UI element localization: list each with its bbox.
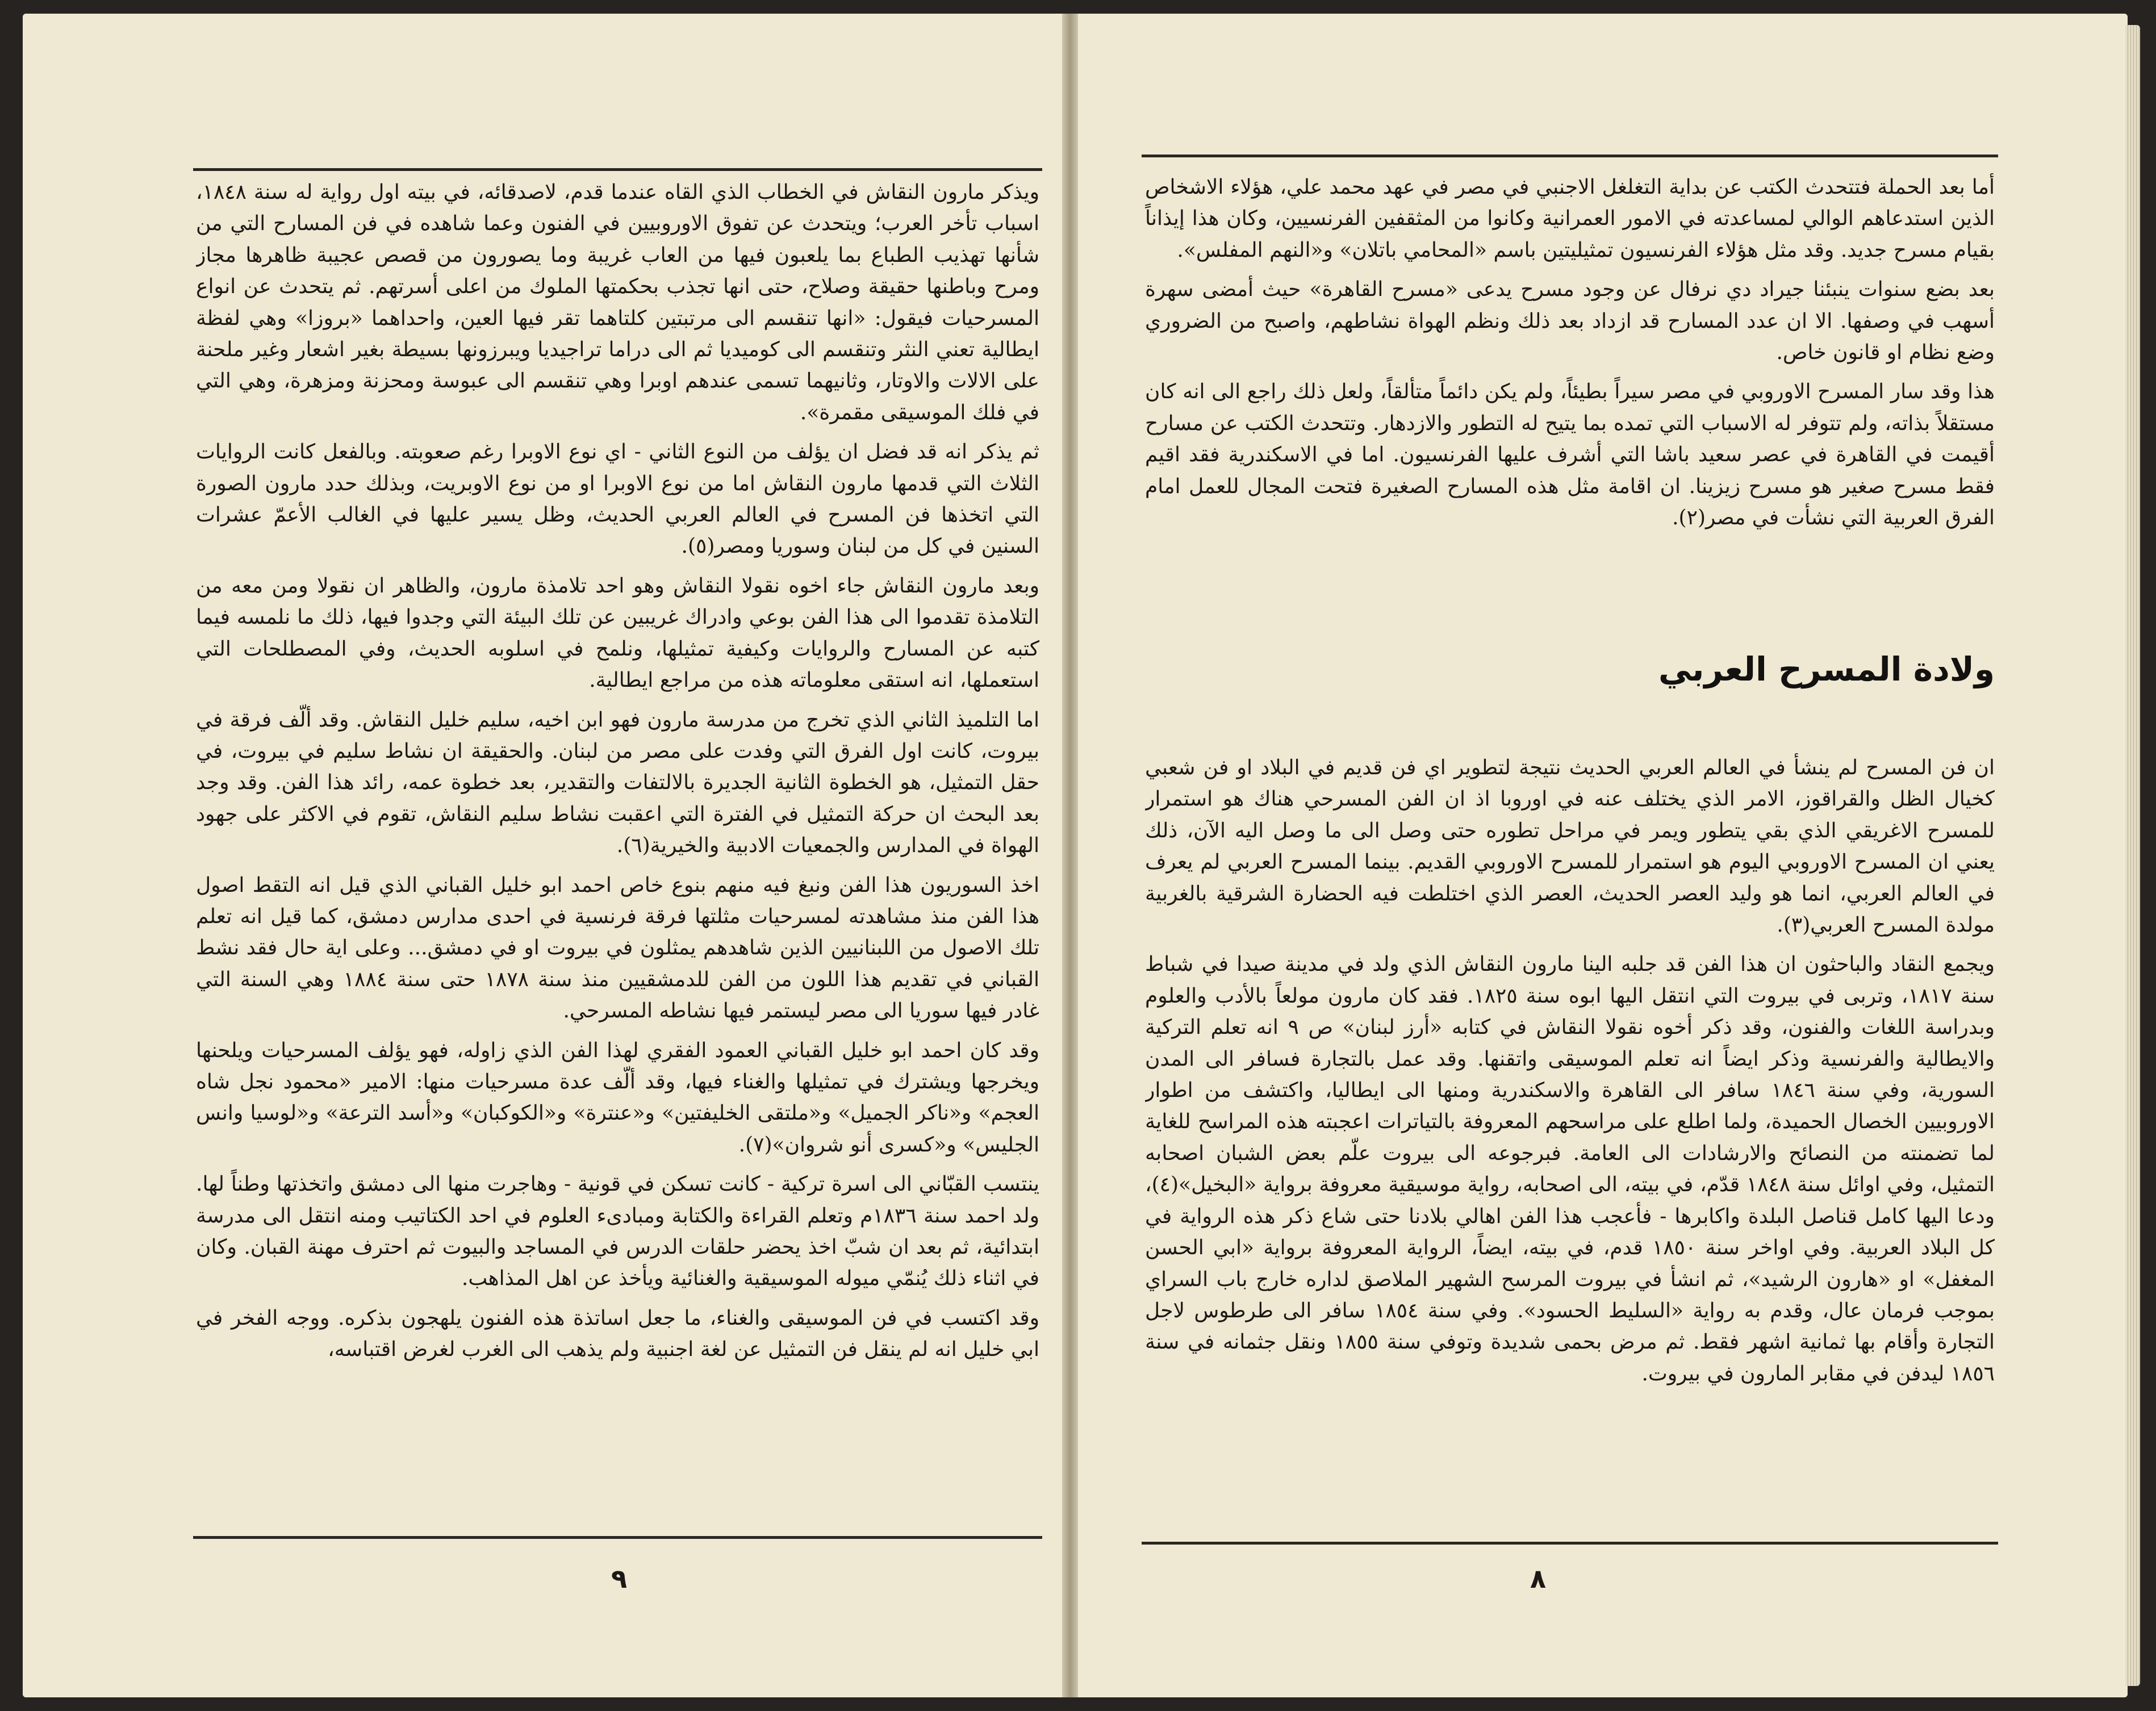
paragraph: وقد كان احمد ابو خليل القباني العمود الفقري لهذا الفن الذي زاوله، فهو يؤلف المسرحيات ويلحنها ويخرجها ويشترك في تمثيلها والغناء فيها، وقد ألّف عدة مسرحيات منها: الامير «محمود نجل شاه العجم» و«ناكر الجميل» و«ملتقى الخليفتين» و«عنترة» و«الكوكبان» و«أسد الترعة» و«لوسيا وانس الجليس» و«كسرى أنو شروان»(٧). <box>196 1038 1039 1157</box>
bottom-rule <box>193 1536 1042 1539</box>
page-number-left: ٩ <box>611 1563 628 1594</box>
right-page-section-body <box>1145 752 1995 1513</box>
page-edges <box>2125 25 2140 1686</box>
right-page <box>1078 14 2128 1697</box>
left-page-body <box>196 177 1039 1523</box>
top-rule <box>193 168 1042 171</box>
paragraph: هذا وقد سار المسرح الاوروبي في مصر سيراً بطيئاً، ولم يكن دائماً متألقاً، ولعل ذلك راجع الى انه كان مستقلاً بذاته، ولم تتوفر له الاسباب التي تمده بما يتيح له التطور والازدهار. وتتحدث الكتب عن مسارح أقيمت في القاهرة في عصر سعيد باشا التي أشرف عليها الفرنسيون. اما في الاسكندرية فقد اقيم فقط مسرح صغير هو مسرح زيزينا. ان اقامة مثل هذه المسارح الصغيرة فتحت المجال للعمل امام الفرق العربية التي نشأت في مصر(٢). <box>1145 380 1995 530</box>
book-spread <box>23 14 2128 1697</box>
paragraph: ان فن المسرح لم ينشأ في العالم العربي الحديث نتيجة لتطوير اي فن قديم في البلاد او فن شعبي كخيال الظل والقراقوز، الامر الذي يختلف عنه في اوروبا اذ ان الفن المسرحي هناك هو استمرار للمسرح الاغريقي الذي بقي يتطور ويمر في مراحل تطوره حتى وصل الى ما وصل اليه الآن، ذلك يعني ان المسرح الاوروبي اليوم هو استمرار للمسرح الاوروبي القديم. بينما المسرح العربي لم يعرف في العالم العربي، انما هو وليد العصر الحديث، العصر الذي اختلطت فيه الحضارة الشرقية بالغربية مولدة المسرح العربي(٣). <box>1145 756 1995 937</box>
book-gutter <box>1062 14 1078 1697</box>
paragraph: ويذكر مارون النقاش في الخطاب الذي القاه عندما قدم، لاصدقائه، في بيته اول رواية له سنة ١٨٤٨، اسباب تأخر العرب؛ ويتحدث عن تفوق الاوروبيين في الفنون وعما شاهده في فن المسارح التي من شأنها تهذيب الطباع بما يلعبون فيها من العاب غريبة وما يصورون من قصص عجيبة ظاهرها مجاز ومرح وباطنها حقيقة وصلاح، حتى انها تجذب بحكمتها الملوك من اعلى أسرتهم. ثم يتحدث عن انواع المسرحيات فيقول: «انها تنقسم الى مرتبتين كلتاهما تقر فيها العين، واحداهما «بروزا» وهي لفظة ايطالية تعني النثر وتنقسم الى كوميديا ثم الى دراما تراجيديا ويبرزونها بسيطة بغير اشعار وغير ملحنة على الالات والاوتار، وثانيهما تسمى عندهم اوبرا وهي تنقسم الى عبوسة ومحزنة ومزهرة، وهي التي في فلك الموسيقى مقمرة». <box>196 181 1039 424</box>
paragraph: ينتسب القبّاني الى اسرة تركية - كانت تسكن في قونية - وهاجرت منها الى دمشق واتخذتها وطناً لها. ولد احمد سنة ١٨٣٦م وتعلم القراءة والكتابة ومبادىء العلوم في احد الكتاتيب ومنه انتقل الى مدرسة ابتدائية، ثم بعد ان شبّ اخذ يحضر حلقات الدرس في المساجد والبيوت ثم احترف مهنة القبان. وكان في اثناء ذلك يُنمّي ميوله الموسيقية والغنائية ويأخذ عن اهل المذاهب. <box>196 1172 1039 1291</box>
paragraph: ويجمع النقاد والباحثون ان هذا الفن قد جلبه الينا مارون النقاش الذي ولد في مدينة صيدا في شباط سنة ١٨١٧، وتربى في بيروت التي انتقل اليها ابوه سنة ١٨٢٥. فقد كان مارون مولعاً بالأدب والعلوم وبدراسة اللغات والفنون، وقد ذكر أخوه نقولا النقاش في كتابه «أرز لبنان» ص ٩ انه تعلم التركية والايطالية والفرنسية وذكر ايضاً انه تعلم الموسيقى واتقنها. وقد عمل بالتجارة فسافر الى المدن السورية، وفي سنة ١٨٤٦ سافر الى القاهرة والاسكندرية ومنها الى ايطاليا، واكتشف من اطوار الاوروبيين الخصال الحميدة، ولما اطلع على مراسحهم المعروفة بالتياترات اعجبته هذه المراسح للغاية لما تضمنته من النصائح والارشادات الى العامة. فبرجوعه الى بيروت علّم بعض الشبان اصحابه التمثيل، وفي اوائل سنة ١٨٤٨ قدّم، في بيته، الى اصحابه، رواية موسيقية معروفة برواية «البخيل»(٤)، ودعا اليها كامل قناصل البلدة واكابرها - فأعجب هذا الفن اهالي بلادنا حتى شاع ذكر هذه الرواية في كل البلاد العربية. وفي اواخر سنة ١٨٥٠ قدم، في بيته، ايضاً، الرواية المعروفة برواية «ابي الحسن المغفل» او «هارون الرشيد»، ثم انشأ في بيروت المرسح الشهير الملاصق لداره خارج باب السراي بموجب فرمان عال، وقدم به رواية «السليط الحسود». وفي سنة ١٨٥٤ سافر الى طرطوس لاجل التجارة وأقام بها ثمانية اشهر فقط. ثم مرض بحمى شديدة وتوفي سنة ١٨٥٥ ونقل جثمانه في سنة ١٨٥٦ ليدفن في مقابر المارون في بيروت. <box>1145 953 1995 1386</box>
paragraph: اما التلميذ الثاني الذي تخرج من مدرسة مارون فهو ابن اخيه، سليم خليل النقاش. وقد ألّف فرقة في بيروت، كانت اول الفرق التي وفدت على مصر من لبنان. والحقيقة ان نشاط سليم في بيروت، في حقل التمثيل، هو الخطوة الثانية الجديرة بالالتفات والتقدير، بعد خطوة عمه، رائد هذا الفن. وقد وجد بعد البحث ان حركة التمثيل في الفترة التي اعقبت نشاط سليم النقاش، تقوم في الاكثر على جهود الهواة في المدارس والجمعيات الادبية والخيرية(٦). <box>196 708 1039 858</box>
left-page <box>23 14 1062 1697</box>
bottom-rule <box>1142 1542 1998 1545</box>
paragraph: وبعد مارون النقاش جاء اخوه نقولا النقاش وهو احد تلامذة مارون، والظاهر ان نقولا ومن معه من التلامذة تقدموا الى هذا الفن بوعي وادراك غريبين عن تلك البيئة التي وجدوا فيها، ذلك ما نلمسه فيما كتبه عن المسارح والروايات وكيفية تمثيلها، ونلمح في اسلوبه الحديث، وفي المصطلحات التي استعملها، انه استقى معلوماته هذه من مراجع ايطالية. <box>196 574 1039 692</box>
paragraph: ثم يذكر انه قد فضل ان يؤلف من النوع الثاني - اي نوع الاوبرا رغم صعوبته. وبالفعل كانت الروايات الثلاث التي قدمها مارون النقاش اما من نوع الاوبرا او من نوع الاوبريت، وبذلك حدد مارون الصورة التي اتخذها فن المسرح في العالم العربي الحديث، وظل يسير عليها في الغالب الأعمّ عشرات السنين في كل من لبنان وسوريا ومصر(٥). <box>196 440 1039 558</box>
right-page-intro <box>1145 172 1995 643</box>
top-rule <box>1142 155 1998 157</box>
paragraph: أما بعد الحملة فتتحدث الكتب عن بداية التغلغل الاجنبي في مصر في عهد محمد علي، هؤلاء الاشخاص الذين استدعاهم الوالي لمساعدته في الامور العمرانية وكانوا من المثقفين الفرنسيين، وكان هذا إيذاناً بقيام مسرح جديد. وقد مثل هؤلاء الفرنسيون تمثيليتين باسم «المحامي باتلان» و«النهم المفلس». <box>1145 176 1995 262</box>
section-title: ولادة المسرح العربي <box>1658 650 1995 688</box>
paragraph: اخذ السوريون هذا الفن ونبغ فيه منهم بنوع خاص احمد ابو خليل القباني الذي قيل انه التقط اصول هذا الفن منذ مشاهدته لمسرحيات مثلتها فرقة فرنسية في احدى مدارس دمشق، كما قيل انه تعلم تلك الاصول من اللبنانيين الذين شاهدهم يمثلون في بيروت او في دمشق... وعلى اية حال فقد نشط القباني في تقديم هذا اللون من الفن للدمشقيين منذ سنة ١٨٧٨ حتى سنة ١٨٨٤ وهي السنة التي غادر فيها سوريا الى مصر ليستمر فيها نشاطه المسرحي. <box>196 873 1039 1023</box>
page-number-right: ٨ <box>1530 1563 1547 1594</box>
paragraph: وقد اكتسب في فن الموسيقى والغناء، ما جعل اساتذة هذه الفنون يلهجون بذكره. ووجه الفخر في ابي خليل انه لم ينقل فن التمثيل عن لغة اجنبية ولم يذهب الى الغرب لغرض اقتباسه، <box>196 1306 1039 1362</box>
paragraph: بعد بضع سنوات ينبئنا جيراد دي نرفال عن وجود مسرح يدعى «مسرح القاهرة» حيث أمضى سهرة أسهب في وصفها. الا ان عدد المسارح قد ازداد بعد ذلك ونظم الهواة نشاطهم، واصبح من الضروري وضع نظام او قانون خاص. <box>1145 278 1995 365</box>
